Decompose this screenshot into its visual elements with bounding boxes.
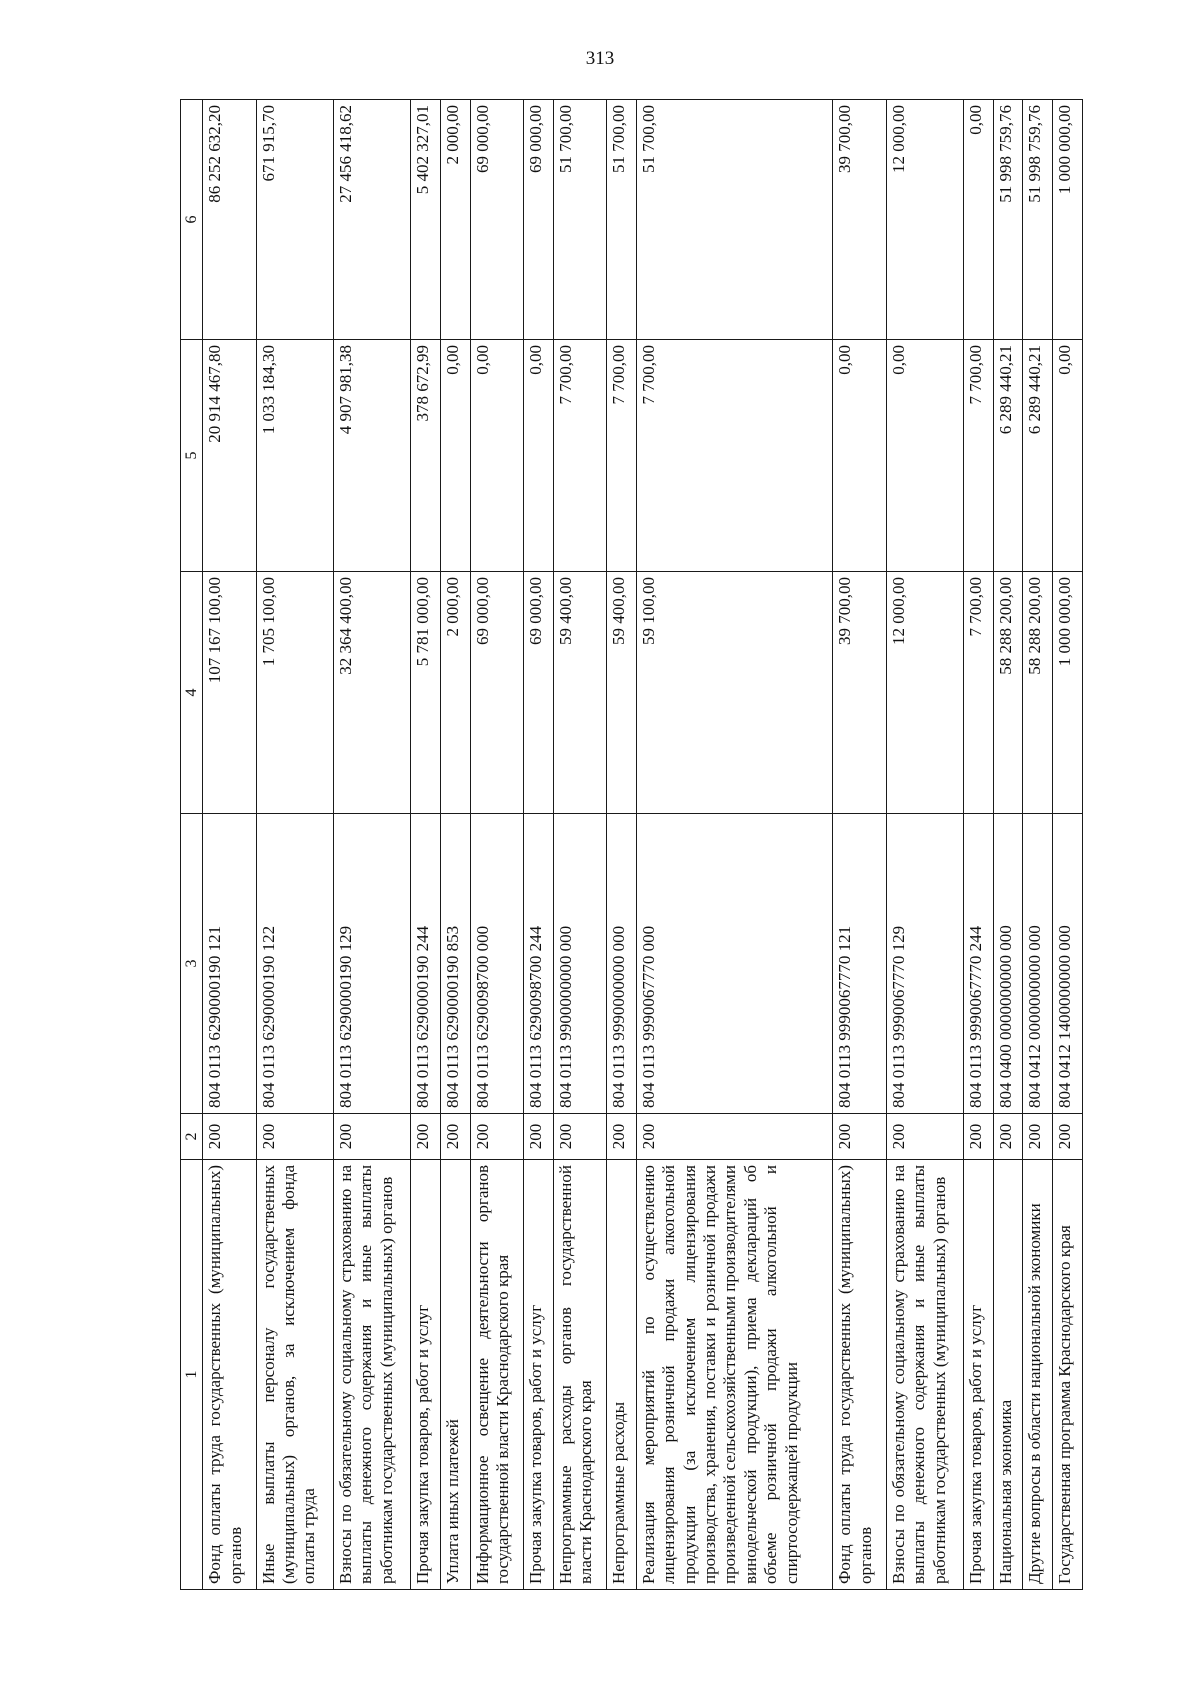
column-number-header (181, 100, 203, 1590)
row-budget-classification-code: 804 0113 6290000190 122 (256, 814, 333, 1114)
rotated-table-container (180, 100, 1083, 1590)
row-approved-amount: 59 400,00 (553, 572, 606, 814)
row-unexecuted-amount: 51 700,00 (607, 100, 637, 340)
row-approved-amount: 59 100,00 (636, 572, 832, 814)
row-line-code: 200 (411, 1114, 441, 1160)
row-description: Фонд оплаты труда государственных (муниципальных) органов (203, 1160, 256, 1590)
row-executed-amount: 378 672,99 (411, 340, 441, 572)
row-budget-classification-code: 804 0113 9990067770 129 (886, 814, 963, 1114)
table-row (524, 100, 554, 1590)
row-approved-amount: 12 000,00 (886, 572, 963, 814)
column-header: 5 (181, 340, 203, 572)
table-row (607, 100, 637, 1590)
row-executed-amount: 7 700,00 (607, 340, 637, 572)
row-executed-amount: 6 289 440,21 (1023, 340, 1053, 572)
row-budget-classification-code: 804 0113 6290000190 129 (333, 814, 410, 1114)
table-body (203, 100, 1083, 1590)
row-executed-amount: 0,00 (524, 340, 554, 572)
row-line-code: 200 (1053, 1114, 1083, 1160)
row-description: Непрограммные расходы органов государственной власти Краснодарского края (553, 1160, 606, 1590)
row-line-code: 200 (333, 1114, 410, 1160)
row-approved-amount: 69 000,00 (524, 572, 554, 814)
budget-execution-table (180, 99, 1083, 1590)
row-budget-classification-code: 804 0113 9900000000 000 (553, 814, 606, 1114)
row-line-code: 200 (636, 1114, 832, 1160)
column-header: 3 (181, 814, 203, 1114)
row-budget-classification-code: 804 0113 9990000000 000 (607, 814, 637, 1114)
row-budget-classification-code: 804 0113 6290000190 121 (203, 814, 256, 1114)
row-budget-classification-code: 804 0113 9990067770 000 (636, 814, 832, 1114)
row-executed-amount: 0,00 (886, 340, 963, 572)
row-budget-classification-code: 804 0400 0000000000 000 (993, 814, 1023, 1114)
row-description: Взносы по обязательному социальному страхованию на выплаты денежного содержания и иные выплаты работникам государственных (муниципальных) органов (886, 1160, 963, 1590)
row-budget-classification-code: 804 0113 9990067770 244 (964, 814, 994, 1114)
table-row (553, 100, 606, 1590)
row-executed-amount: 0,00 (833, 340, 886, 572)
table-row (1053, 100, 1083, 1590)
row-budget-classification-code: 804 0113 6290000190 244 (411, 814, 441, 1114)
table-row (1023, 100, 1053, 1590)
row-executed-amount: 0,00 (470, 340, 523, 572)
row-budget-classification-code: 804 0113 6290000190 853 (440, 814, 470, 1114)
table-row (833, 100, 886, 1590)
row-unexecuted-amount: 69 000,00 (470, 100, 523, 340)
row-budget-classification-code: 804 0113 6290098700 244 (524, 814, 554, 1114)
row-description: Национальная экономика (993, 1160, 1023, 1590)
table-row (411, 100, 441, 1590)
row-description: Прочая закупка товаров, работ и услуг (411, 1160, 441, 1590)
row-budget-classification-code: 804 0412 0000000000 000 (1023, 814, 1053, 1114)
row-description: Другие вопросы в области национальной экономики (1023, 1160, 1053, 1590)
row-unexecuted-amount: 39 700,00 (833, 100, 886, 340)
row-unexecuted-amount: 51 700,00 (636, 100, 832, 340)
row-executed-amount: 7 700,00 (553, 340, 606, 572)
row-unexecuted-amount: 0,00 (964, 100, 994, 340)
row-executed-amount: 7 700,00 (964, 340, 994, 572)
table-row (470, 100, 523, 1590)
table-row (440, 100, 470, 1590)
table-row (636, 100, 832, 1590)
row-unexecuted-amount: 1 000 000,00 (1053, 100, 1083, 340)
row-approved-amount: 32 364 400,00 (333, 572, 410, 814)
row-unexecuted-amount: 51 998 759,76 (1023, 100, 1053, 340)
row-line-code: 200 (256, 1114, 333, 1160)
row-unexecuted-amount: 2 000,00 (440, 100, 470, 340)
column-header: 4 (181, 572, 203, 814)
column-header: 6 (181, 100, 203, 340)
row-executed-amount: 20 914 467,80 (203, 340, 256, 572)
row-executed-amount: 1 033 184,30 (256, 340, 333, 572)
row-description: Фонд оплаты труда государственных (муниципальных) органов (833, 1160, 886, 1590)
row-line-code: 200 (524, 1114, 554, 1160)
row-description: Непрограммные расходы (607, 1160, 637, 1590)
row-description: Прочая закупка товаров, работ и услуг (524, 1160, 554, 1590)
row-unexecuted-amount: 12 000,00 (886, 100, 963, 340)
row-description: Информационное освещение деятельности органов государственной власти Краснодарского края (470, 1160, 523, 1590)
row-line-code: 200 (440, 1114, 470, 1160)
row-approved-amount: 5 781 000,00 (411, 572, 441, 814)
row-unexecuted-amount: 86 252 632,20 (203, 100, 256, 340)
table-row (256, 100, 333, 1590)
row-description: Иные выплаты персоналу государственных (муниципальных) органов, за исключением фонда оплаты труда (256, 1160, 333, 1590)
row-unexecuted-amount: 27 456 418,62 (333, 100, 410, 340)
row-description: Уплата иных платежей (440, 1160, 470, 1590)
row-approved-amount: 58 288 200,00 (993, 572, 1023, 814)
row-approved-amount: 69 000,00 (470, 572, 523, 814)
row-executed-amount: 0,00 (440, 340, 470, 572)
row-unexecuted-amount: 69 000,00 (524, 100, 554, 340)
row-line-code: 200 (1023, 1114, 1053, 1160)
row-line-code: 200 (964, 1114, 994, 1160)
row-line-code: 200 (203, 1114, 256, 1160)
row-unexecuted-amount: 671 915,70 (256, 100, 333, 340)
row-approved-amount: 1 000 000,00 (1053, 572, 1083, 814)
row-line-code: 200 (833, 1114, 886, 1160)
row-executed-amount: 4 907 981,38 (333, 340, 410, 572)
row-description: Реализация мероприятий по осуществлению лицензирования розничной продажи алкогольной продукции (за исключением лицензирования производства, хранения, поставки и розничной продажи произведенной сельскохозяйственными производителями винодельческой продукции), приема деклараций об объеме розничной продажи алкогольной и спиртосодержащей продукции (636, 1160, 832, 1590)
row-description: Взносы по обязательному социальному страхованию на выплаты денежного содержания и иные выплаты работникам государственных (муниципальных) органов (333, 1160, 410, 1590)
table-row (993, 100, 1023, 1590)
row-line-code: 200 (470, 1114, 523, 1160)
row-approved-amount: 107 167 100,00 (203, 572, 256, 814)
row-executed-amount: 7 700,00 (636, 340, 832, 572)
table-row (886, 100, 963, 1590)
row-approved-amount: 7 700,00 (964, 572, 994, 814)
row-line-code: 200 (993, 1114, 1023, 1160)
row-description: Государственная программа Краснодарского края (1053, 1160, 1083, 1590)
table-row (203, 100, 256, 1590)
row-description: Прочая закупка товаров, работ и услуг (964, 1160, 994, 1590)
table-row (964, 100, 994, 1590)
row-approved-amount: 1 705 100,00 (256, 572, 333, 814)
row-executed-amount: 6 289 440,21 (993, 340, 1023, 572)
row-unexecuted-amount: 51 998 759,76 (993, 100, 1023, 340)
column-header: 2 (181, 1114, 203, 1160)
row-budget-classification-code: 804 0113 9990067770 121 (833, 814, 886, 1114)
row-approved-amount: 39 700,00 (833, 572, 886, 814)
row-budget-classification-code: 804 0113 6290098700 000 (470, 814, 523, 1114)
row-unexecuted-amount: 51 700,00 (553, 100, 606, 340)
row-budget-classification-code: 804 0412 1400000000 000 (1053, 814, 1083, 1114)
table-row (333, 100, 410, 1590)
row-unexecuted-amount: 5 402 327,01 (411, 100, 441, 340)
row-approved-amount: 59 400,00 (607, 572, 637, 814)
row-executed-amount: 0,00 (1053, 340, 1083, 572)
column-header: 1 (181, 1160, 203, 1590)
row-approved-amount: 58 288 200,00 (1023, 572, 1053, 814)
page-number: 313 (585, 48, 615, 69)
row-line-code: 200 (607, 1114, 637, 1160)
row-line-code: 200 (886, 1114, 963, 1160)
row-line-code: 200 (553, 1114, 606, 1160)
row-approved-amount: 2 000,00 (440, 572, 470, 814)
